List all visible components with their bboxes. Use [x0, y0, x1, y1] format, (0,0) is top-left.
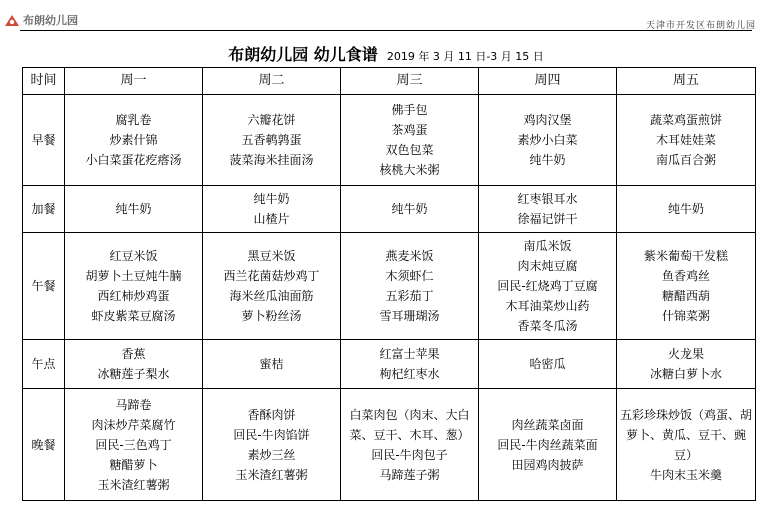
- menu-item: 肉末炖豆腐: [517, 259, 578, 273]
- menu-item: 核桃大米粥: [379, 163, 440, 177]
- menu-cell: [65, 389, 203, 501]
- menu-item: 鸡肉汉堡: [523, 113, 572, 127]
- menu-cell: [203, 233, 341, 340]
- menu-item: 牛肉末玉米羹: [649, 467, 722, 482]
- menu-item: 茶鸡蛋: [391, 123, 428, 137]
- day-header: 周一: [65, 68, 203, 95]
- site-name: 天津市开发区布朗幼儿园: [645, 21, 756, 31]
- menu-item: 纯牛奶: [253, 192, 290, 206]
- menu-cell: [65, 340, 203, 389]
- menu-item: 纯牛奶: [115, 202, 152, 216]
- meal-label: 午餐: [23, 233, 65, 340]
- table-row: [23, 233, 756, 340]
- menu-item: 南瓜百合粥: [655, 153, 716, 167]
- menu-item: 小白菜蛋花疙瘩汤: [85, 153, 182, 167]
- menu-item: 纯牛奶: [529, 153, 566, 167]
- menu-item: 肉丝蔬菜卤面: [511, 417, 584, 432]
- menu-item: 木耳油菜炒山药: [505, 299, 590, 313]
- menu-item: 素炒三丝: [247, 447, 296, 462]
- menu-cell: [65, 186, 203, 233]
- menu-item: 素炒小白菜: [517, 133, 578, 147]
- menu-cell: [341, 389, 479, 501]
- menu-item: 黑豆米饭: [247, 249, 296, 263]
- menu-item: 火龙果: [667, 347, 704, 361]
- menu-cell: [479, 186, 617, 233]
- menu-item: 红豆米饭: [109, 249, 158, 263]
- menu-cell: [203, 340, 341, 389]
- menu-item: 冰糖白萝卜水: [649, 367, 722, 381]
- logo-text: 布朗幼儿园: [23, 14, 78, 27]
- menu-item: 双色包菜: [385, 143, 434, 157]
- menu-item: 回民-牛肉馅饼: [233, 427, 310, 442]
- menu-item: 玉米渣红薯粥: [97, 477, 170, 492]
- day-header: 周五: [617, 68, 756, 95]
- menu-cell: [617, 95, 756, 186]
- meal-label: 午点: [23, 340, 65, 389]
- menu-item: 五彩茄丁: [385, 289, 434, 303]
- menu-item: 雪耳珊瑚汤: [379, 309, 440, 323]
- table-header-row: [23, 68, 756, 95]
- menu-item: 五彩珍珠炒饭（鸡蛋、胡萝卜、黄瓜、豆干、豌豆）: [619, 407, 752, 462]
- menu-cell: [203, 95, 341, 186]
- menu-item: 六瓣花饼: [247, 113, 296, 127]
- header-rule: [20, 30, 752, 31]
- menu-item: 佛手包: [391, 103, 428, 117]
- menu-item: 山楂片: [253, 212, 290, 226]
- menu-cell: [479, 95, 617, 186]
- menu-cell: [617, 389, 756, 501]
- menu-item: 纯牛奶: [391, 202, 428, 216]
- menu-item: 回民-红烧鸡丁豆腐: [497, 279, 598, 293]
- menu-cell: [479, 233, 617, 340]
- day-header: 周四: [479, 68, 617, 95]
- menu-item: 马蹄卷: [115, 397, 152, 412]
- menu-item: 徐福记饼干: [517, 212, 578, 226]
- title-date-range: 2019 年 3 月 11 日-3 月 15 日: [386, 50, 544, 63]
- page-title: [0, 42, 772, 65]
- menu-item: 西兰花菌菇炒鸡丁: [223, 269, 320, 283]
- menu-item: 回民-三色鸡丁: [95, 437, 172, 452]
- menu-cell: [479, 340, 617, 389]
- table-row: [23, 340, 756, 389]
- menu-item: 木耳娃娃菜: [655, 133, 716, 147]
- menu-item: 香菜冬瓜汤: [517, 319, 578, 333]
- menu-item: 虾皮紫菜豆腐汤: [91, 309, 176, 323]
- menu-item: 红富士苹果: [379, 347, 440, 361]
- menu-item: 马蹄莲子粥: [379, 467, 440, 482]
- menu-item: 菠菜海米挂面汤: [229, 153, 314, 167]
- logo: [4, 12, 78, 28]
- school-logo-icon: [4, 13, 20, 27]
- menu-item: 萝卜粉丝汤: [241, 309, 302, 323]
- menu-item: 纯牛奶: [667, 202, 704, 216]
- page-header: [0, 0, 772, 32]
- menu-item: 蜜桔: [259, 357, 284, 371]
- menu-cell: [341, 186, 479, 233]
- meal-label: 加餐: [23, 186, 65, 233]
- menu-item: 枸杞红枣水: [379, 367, 440, 381]
- menu-item: 白菜肉包（肉末、大白菜、豆干、木耳、葱）: [349, 407, 470, 442]
- menu-item: 胡萝卜土豆炖牛腩: [85, 269, 182, 283]
- menu-item: 糖醋萝卜: [109, 457, 158, 472]
- menu-item: 哈密瓜: [529, 357, 566, 371]
- menu-table: [22, 67, 756, 501]
- menu-item: 回民-牛肉丝蔬菜面: [497, 437, 598, 452]
- menu-item: 腐乳卷: [115, 113, 152, 127]
- menu-item: 香蕉: [121, 347, 146, 361]
- table-row: [23, 389, 756, 501]
- menu-cell: [341, 95, 479, 186]
- table-row: [23, 95, 756, 186]
- menu-item: 玉米渣红薯粥: [235, 467, 308, 482]
- menu-item: 南瓜米饭: [523, 239, 572, 253]
- menu-cell: [617, 233, 756, 340]
- menu-item: 西红柿炒鸡蛋: [97, 289, 170, 303]
- menu-item: 燕麦米饭: [385, 249, 434, 263]
- menu-item: 五香鹌鹑蛋: [241, 133, 302, 147]
- menu-item: 蔬菜鸡蛋煎饼: [649, 113, 722, 127]
- menu-item: 海米丝瓜油面筋: [229, 289, 314, 303]
- menu-cell: [65, 233, 203, 340]
- menu-item: 田园鸡肉披萨: [511, 457, 584, 472]
- meal-label: 晚餐: [23, 389, 65, 501]
- day-header: 周二: [203, 68, 341, 95]
- corner-cell: 时间: [23, 68, 65, 95]
- menu-item: 炒素什锦: [109, 133, 158, 147]
- menu-item: 回民-牛肉包子: [371, 447, 448, 462]
- meal-label: 早餐: [23, 95, 65, 186]
- menu-item: 香酥肉饼: [247, 407, 296, 422]
- menu-item: 肉沫炒芹菜腐竹: [91, 417, 176, 432]
- table-row: [23, 186, 756, 233]
- menu-cell: [479, 389, 617, 501]
- menu-item: 木须虾仁: [385, 269, 434, 283]
- menu-item: 鱼香鸡丝: [661, 269, 710, 283]
- day-header: 周三: [341, 68, 479, 95]
- menu-cell: [203, 389, 341, 501]
- menu-cell: [203, 186, 341, 233]
- menu-cell: [341, 233, 479, 340]
- menu-cell: [617, 340, 756, 389]
- menu-item: 什锦菜粥: [661, 309, 710, 323]
- menu-item: 红枣银耳水: [517, 192, 578, 206]
- menu-item: 冰糖莲子梨水: [97, 367, 170, 381]
- menu-item: 糖醋西葫: [661, 289, 710, 303]
- menu-cell: [65, 95, 203, 186]
- title-main: 布朗幼儿园 幼儿食谱: [228, 45, 378, 64]
- menu-item: 紫米葡萄干发糕: [643, 249, 728, 263]
- menu-cell: [617, 186, 756, 233]
- menu-cell: [341, 340, 479, 389]
